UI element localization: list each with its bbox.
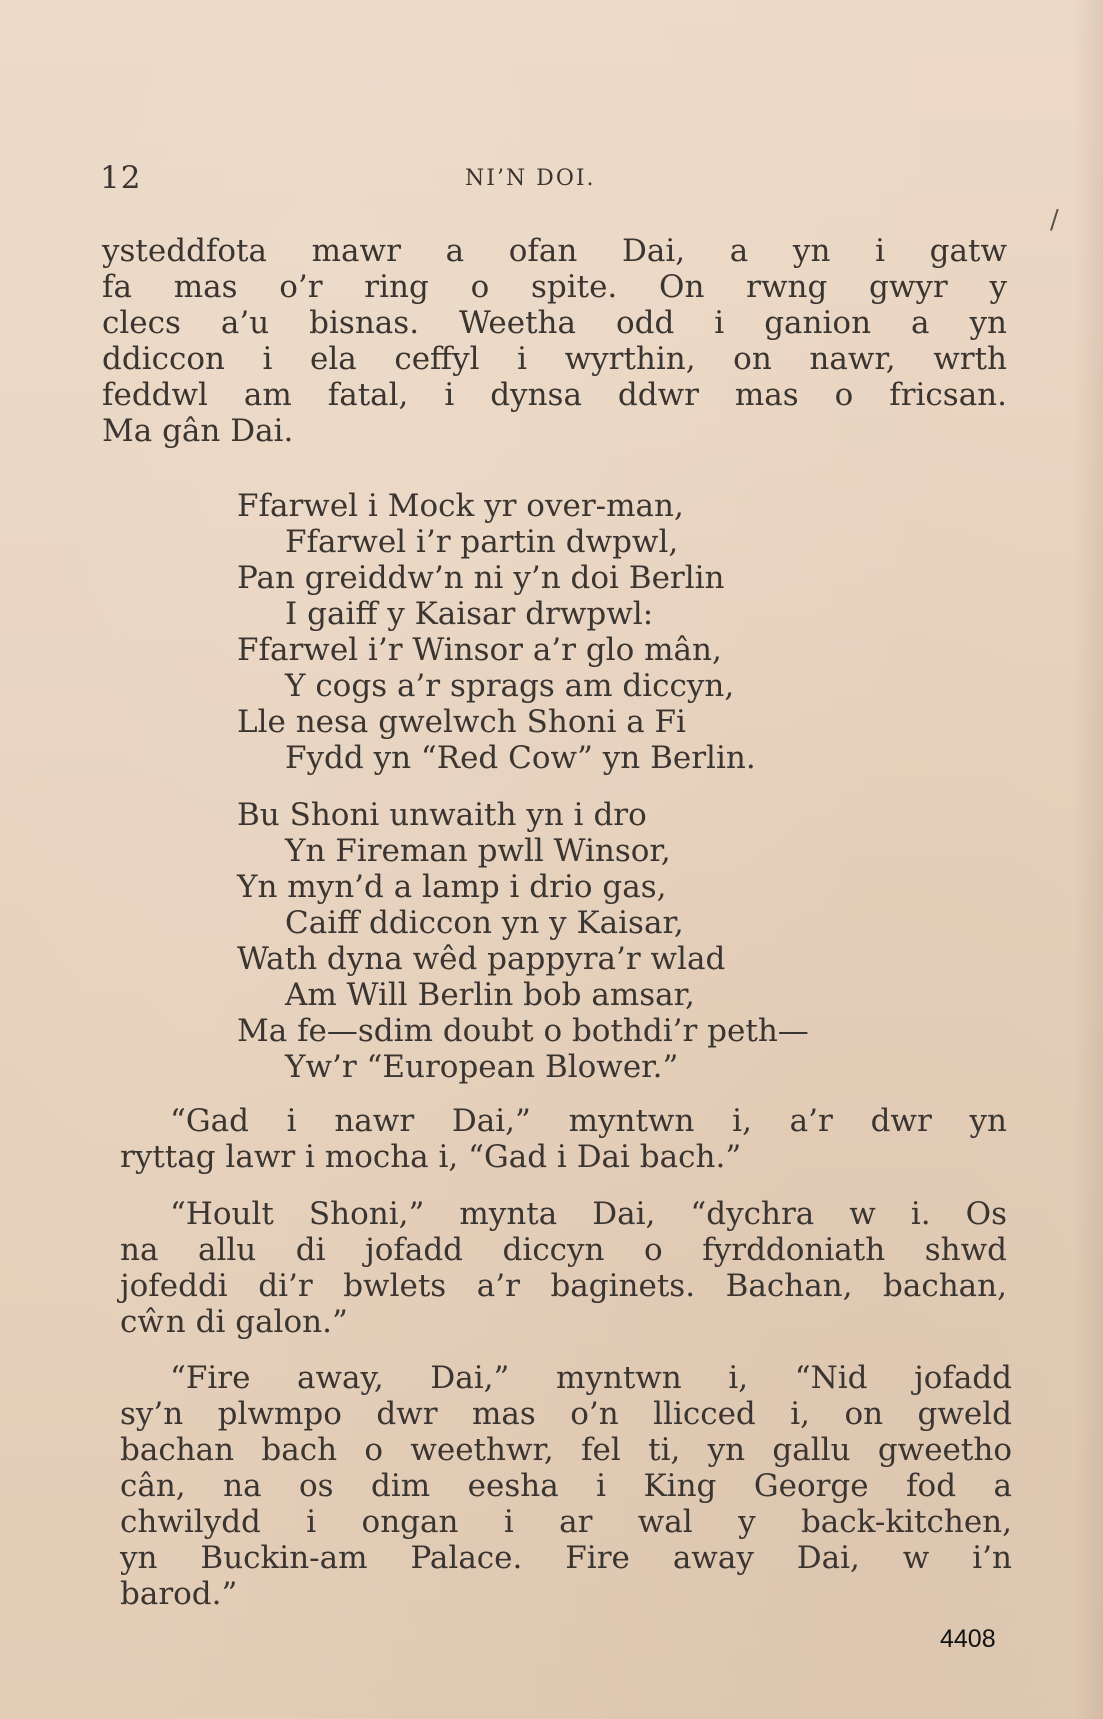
verse-line: Yw’r “European Blower.” [285, 1049, 679, 1085]
verse-line: Ffarwel i’r Winsor a’r glo mân, [237, 632, 722, 668]
text-line: chwilydd i ongan i ar wal y back-kitchen, [120, 1504, 1012, 1540]
verse-line: Yn myn’d a lamp i drio gas, [237, 869, 667, 905]
text-line: clecs a’u bisnas. Weetha odd i ganion a yn [102, 305, 1007, 341]
text-line: barod.” [120, 1576, 238, 1612]
text-line: feddwl am fatal, i dynsa ddwr mas o fricsan. [102, 377, 1007, 413]
verse-line: Ffarwel i Mock yr over-man, [237, 488, 684, 524]
verse-line: Fydd yn “Red Cow” yn Berlin. [285, 740, 756, 776]
text-line: “Gad i nawr Dai,” myntwn i, a’r dwr yn [170, 1103, 1007, 1139]
text-line: “Hoult Shoni,” mynta Dai, “dychra w i. Os [170, 1196, 1007, 1232]
text-line: jofeddi di’r bwlets a’r baginets. Bachan, bachan, [120, 1268, 1007, 1304]
text-line: Ma gân Dai. [102, 413, 294, 449]
verse-line: Bu Shoni unwaith yn i dro [237, 797, 647, 833]
text-line: na allu di jofadd diccyn o fyrddoniath shwd [120, 1232, 1007, 1268]
verse-line: Caiff ddiccon yn y Kaisar, [285, 905, 684, 941]
paragraph-fire-away [120, 1360, 1012, 1612]
verse-line: Yn Fireman pwll Winsor, [285, 833, 671, 869]
verse-line: Ffarwel i’r partin dwpwl, [285, 524, 679, 560]
verse-line: I gaiff y Kaisar drwpwl: [285, 596, 654, 632]
song-stanza-1 [237, 488, 937, 776]
verse-line: Am Will Berlin bob amsar, [285, 977, 695, 1013]
text-line: ryttag lawr i mocha i, “Gad i Dai bach.” [120, 1139, 742, 1175]
text-line: cŵn di galon.” [120, 1304, 348, 1340]
song-stanza-2 [237, 797, 937, 1085]
opening-paragraph [102, 233, 1007, 449]
text-line: ysteddfota mawr a ofan Dai, a yn i gatw [102, 233, 1007, 269]
verse-line: Wath dyna wêd pappyra’r wlad [237, 941, 726, 977]
text-line: bachan bach o weethwr, fel ti, yn gallu gweetho [120, 1432, 1012, 1468]
text-line: yn Buckin-am Palace. Fire away Dai, w i’n [120, 1540, 1012, 1576]
verse-line: Ma fe—sdim doubt o bothdi’r peth— [237, 1013, 809, 1049]
verse-line: Pan greiddw’n ni y’n doi Berlin [237, 560, 725, 596]
paragraph-hoult [120, 1196, 1007, 1340]
text-line: “Fire away, Dai,” myntwn i, “Nid jofadd [170, 1360, 1012, 1396]
margin-pencil-mark: / [1050, 205, 1059, 235]
text-line: sy’n plwmpo dwr mas o’n llicced i, on gweld [120, 1396, 1012, 1432]
verse-line: Lle nesa gwelwch Shoni a Fi [237, 704, 686, 740]
text-line: ddiccon i ela ceffyl i wyrthin, on nawr, wrth [102, 341, 1007, 377]
text-line: cân, na os dim eesha i King George fod a [120, 1468, 1012, 1504]
text-line: fa mas o’r ring o spite. On rwng gwyr y [102, 269, 1007, 305]
running-title: NI’N DOI. [465, 166, 596, 191]
catalog-stamp-number: 4408 [940, 1625, 996, 1653]
paragraph-gad [120, 1103, 1007, 1175]
page-header [100, 160, 1003, 200]
page-number: 12 [100, 160, 142, 196]
verse-line: Y cogs a’r sprags am diccyn, [285, 668, 735, 704]
